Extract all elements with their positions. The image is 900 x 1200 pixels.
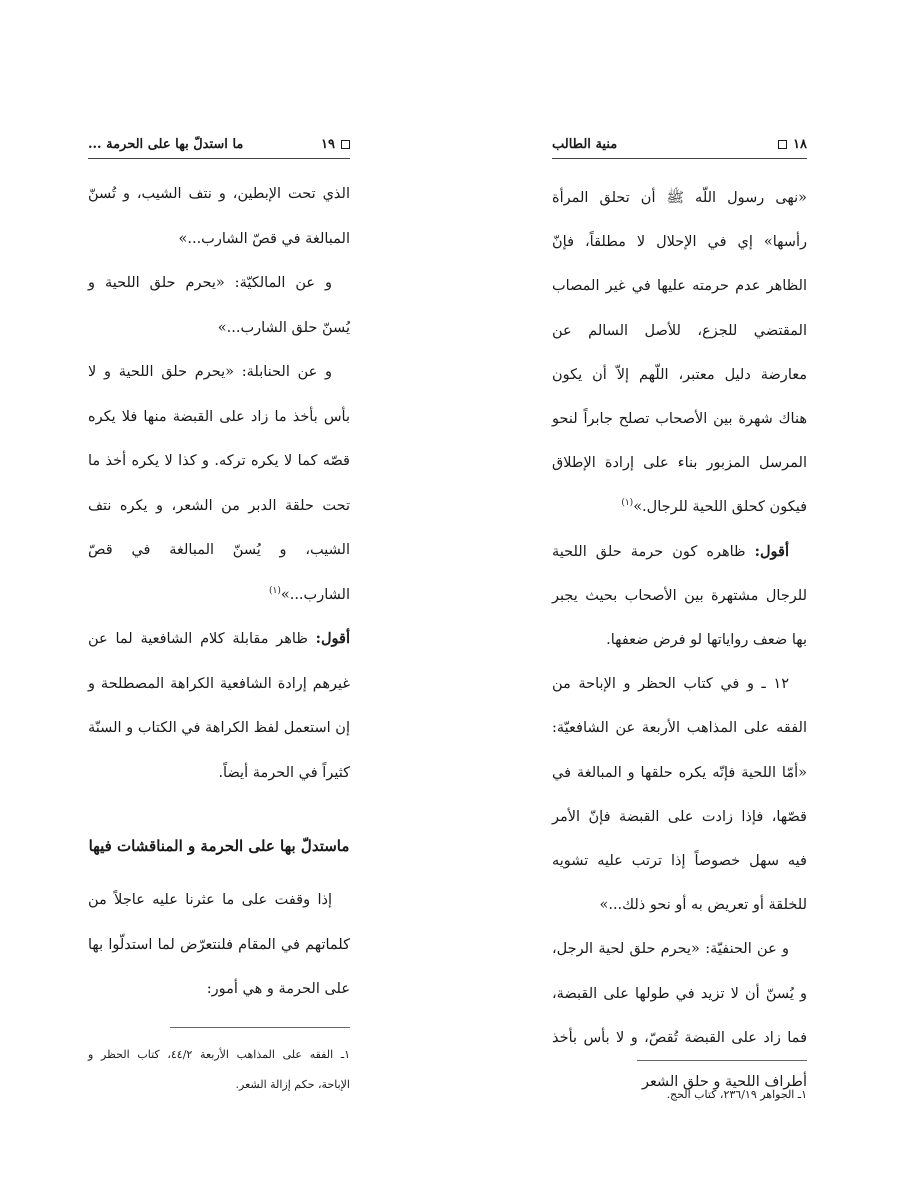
paragraph xyxy=(552,176,807,530)
header-rule xyxy=(552,158,807,159)
page-number: ١٩ xyxy=(321,136,335,152)
page-header xyxy=(88,133,350,155)
footnote-marker: (١) xyxy=(621,498,634,509)
footnote-rule xyxy=(637,1060,807,1061)
footnote-rule xyxy=(170,1027,350,1028)
paragraph: ١٢ ـ و في كتاب الحظر و الإباحة من الفقه على المذاهب الأربعة عن الشافعيّة: «أمّا اللحية فإنّه يكره حلقها و المبالغة في قصّها، فإذا زادت على القبضة فإنّ الأمر فيه سهل خصوصاً إذا ترتب عليه تشويه للخلقة أو تعريض به أو نحو ذلك...» xyxy=(552,676,807,914)
header-rule xyxy=(88,158,350,159)
aqul-text: ظاهر مقابلة كلام الشافعية لما عن غيرهم إرادة الشافعية الكراهة المصطلحة و إن استعمل لفظ الكراهة في الكتاب و السنّة كثيراً في الحرمة أيضاً. xyxy=(88,631,350,781)
page-18 xyxy=(552,0,807,1200)
running-title: منية الطالب xyxy=(552,136,618,152)
paragraph: و عن المالكيّة: «يحرم حلق اللحية و يُسنّ حلق الشارب...» xyxy=(88,275,350,336)
page-number-group xyxy=(778,137,807,152)
square-ornament-icon xyxy=(341,140,350,149)
page-body xyxy=(552,176,807,1104)
aqul-label: أقول: xyxy=(754,542,789,560)
running-title: ما استدلّ بها على الحرمة ... xyxy=(88,136,244,152)
paragraph-text: «نهى رسول اللّه ﷺ أن تحلق المرأة رأسها» إي في الإحلال لا مطلقاً، فإنّ الظاهر عدم حرمته عليها في غير المصاب المقتضي للجزع، للأصل السالم عن معارضة دليل معتبر، اللّهم إلاّ أن يكون هناك شهرة بين الأصحاب تصلح جابراً لنحو المرسل المزبور بناء على إرادة الإطلاق فيكون كحلق اللحية للرجال.» xyxy=(552,190,807,516)
page-number-group xyxy=(321,137,350,152)
aqul-label: أقول: xyxy=(315,630,350,647)
paragraph xyxy=(88,350,350,617)
square-ornament-icon xyxy=(778,140,787,149)
paragraph-text: و عن الحنابلة: «يحرم حلق اللحية و لا بأس بأخذ ما زاد على القبضة منها فلا يكره قصّه كما لا يكره تركه. و كذا لا يكره أخذ ما تحت حلقة الدبر من الشعر، و يكره نتف الشيب، و يُسنّ المبالغة في قصّ الشارب...» xyxy=(88,364,350,603)
section-title: ماستدلّ بها على الحرمة و المناقشات فيها xyxy=(88,837,350,855)
footnote: ١ـ الفقه على المذاهب الأربعة ٤٤/٢، كتاب الحظر و الإباحة، حكم إزالة الشعر. xyxy=(88,1048,350,1091)
footnote-marker: (١) xyxy=(268,585,281,596)
footnote: ١ـ الجواهر ٢٣٦/١٩، كتاب الحج. xyxy=(666,1088,807,1101)
page-19 xyxy=(88,0,350,1200)
paragraph: و عن الحنفيّة: «يحرم حلق لحية الرجل، و يُسنّ أن لا تزيد في طولها على القبضة، فما زاد على القبضة تُقصّ، و لا بأس بأخذ أطراف اللحية و حلق الشعر xyxy=(552,941,807,1091)
aqul-text: ظاهره كون حرمة حلق اللحية للرجال مشتهرة بين الأصحاب بحيث يجبر بها ضعف رواياتها لو فرض ضعفها. xyxy=(552,543,807,649)
aqul-paragraph xyxy=(88,617,350,795)
paragraph: الذي تحت الإبطين، و نتف الشيب، و تُسنّ المبالغة في قصّ الشارب...» xyxy=(88,186,350,247)
page-header xyxy=(552,133,807,155)
page-number: ١٨ xyxy=(793,136,807,152)
page-body xyxy=(88,172,350,1012)
aqul-paragraph xyxy=(552,530,807,663)
paragraph: إذا وقفت على ما عثرنا عليه عاجلاً من كلماتهم في المقام فلنتعرّض لما استدلّوا بها على الحرمة و هي أمور: xyxy=(88,892,350,997)
